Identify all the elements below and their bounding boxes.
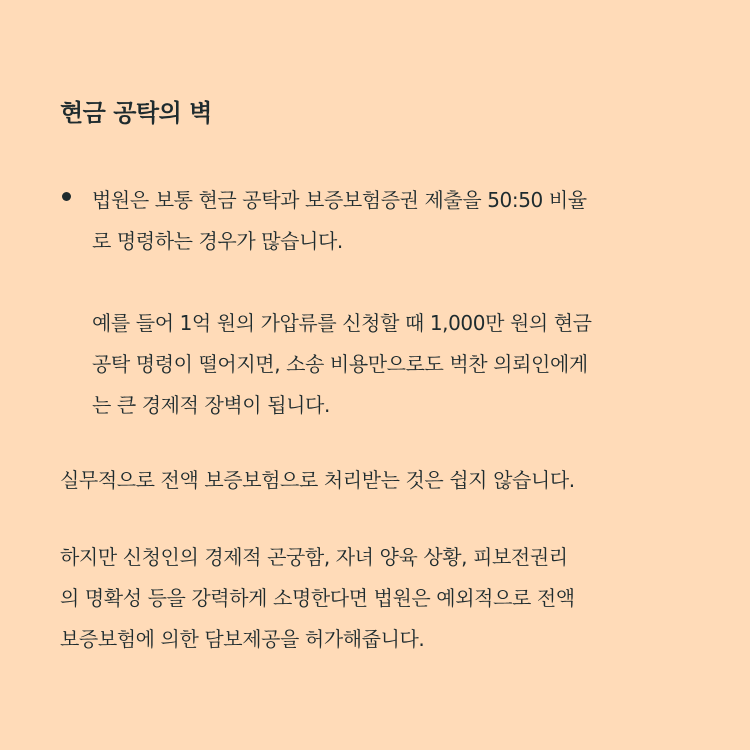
text-line: 로 명령하는 경우가 많습니다. <box>92 229 343 253</box>
text-line: 하지만 신청인의 경제적 곤궁함, 자녀 양육 상황, 피보전권리 <box>60 545 568 569</box>
text-line: 예를 들어 1억 원의 가압류를 신청할 때 1,000만 원의 현금 <box>92 311 592 335</box>
bullet-item <box>60 180 700 426</box>
bullet-paragraph-1 <box>92 180 700 262</box>
bullet-paragraph-2 <box>92 303 700 426</box>
page-title: 현금 공탁의 벽 <box>60 99 212 127</box>
paragraph-exception <box>60 537 700 660</box>
text-line: 법원은 보통 현금 공탁과 보증보험증권 제출을 50:50 비율 <box>92 188 587 212</box>
text-line: 보증보험에 의한 담보제공을 허가해줍니다. <box>60 627 425 651</box>
text-line: 실무적으로 전액 보증보험으로 처리받는 것은 쉽지 않습니다. <box>60 468 575 492</box>
text-line: 공탁 명령이 떨어지면, 소송 비용만으로도 벅찬 의뢰인에게 <box>92 352 588 376</box>
text-line: 는 큰 경제적 장벽이 됩니다. <box>92 393 330 417</box>
bullet-dot-icon <box>62 192 71 201</box>
bullet-text <box>92 180 700 426</box>
text-line: 의 명확성 등을 강력하게 소명한다면 법원은 예외적으로 전액 <box>60 586 575 610</box>
paragraph-practice <box>60 460 700 501</box>
